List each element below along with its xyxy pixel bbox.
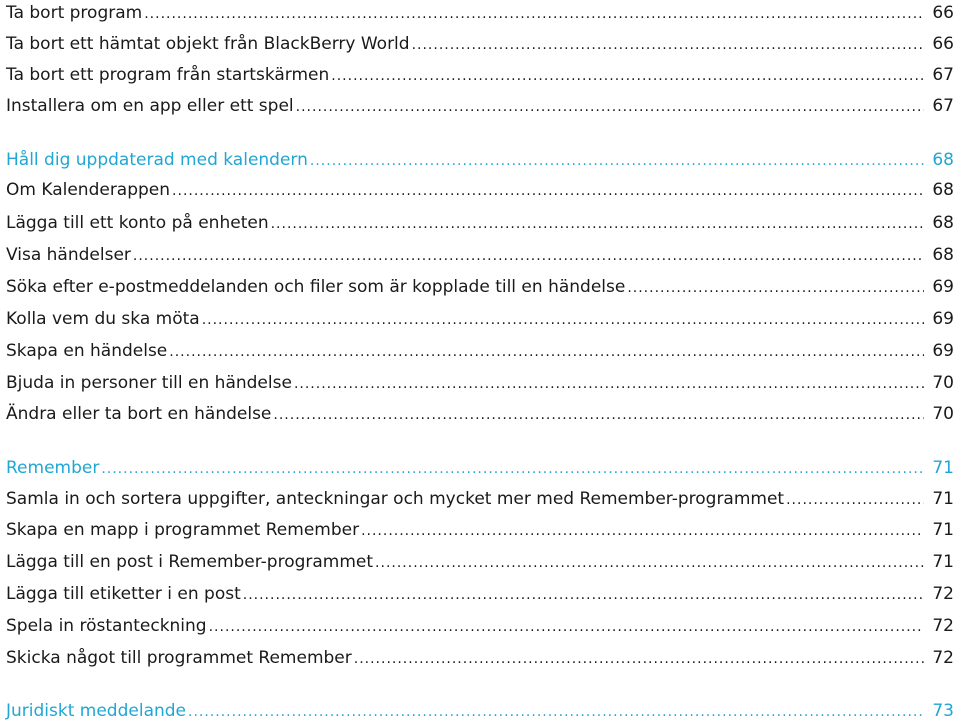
dot-leader [243,582,924,608]
toc-entry[interactable] [6,645,954,671]
toc-section-heading[interactable] [6,698,954,724]
toc-entry-page: 69 [932,309,954,329]
dot-leader [209,614,924,640]
toc-entry-title: Samla in och sortera uppgifter, anteckningar och mycket mer med Remember-programmet [6,489,785,509]
toc-entry[interactable] [6,306,954,332]
toc-section-heading[interactable] [6,147,954,173]
toc-entry[interactable] [6,177,954,203]
dot-leader [188,699,924,725]
toc-entry[interactable] [6,581,954,607]
toc-entry[interactable] [6,242,954,268]
toc-entry[interactable] [6,486,954,512]
toc-entry-page: 72 [932,648,954,668]
toc-entry-page: 67 [932,96,954,116]
toc-entry-title: Skapa en händelse [6,341,168,361]
toc-entry-title: Lägga till en post i Remember-programmet [6,552,374,572]
toc-entry-title: Lägga till ett konto på enheten [6,213,269,233]
toc-entry[interactable] [6,274,954,300]
dot-leader [361,518,924,544]
dot-leader [310,148,924,174]
toc-entry-page: 68 [932,180,954,200]
toc-entry-page: 70 [932,404,954,424]
dot-leader [786,487,924,513]
toc-entry-page: 72 [932,584,954,604]
toc-entry[interactable] [6,613,954,639]
dot-leader [133,243,924,269]
toc-entry-page: 71 [932,489,954,509]
toc-entry[interactable] [6,401,954,427]
toc-entry[interactable] [6,370,954,396]
toc-entry-title: Om Kalenderappen [6,180,171,200]
toc-entry[interactable] [6,338,954,364]
toc-entry-page: 73 [932,701,954,721]
toc-entry-page: 66 [932,3,954,23]
dot-leader [296,94,924,120]
toc-entry-title: Lägga till etiketter i en post [6,584,241,604]
toc-entry-title: Skapa en mapp i programmet Remember [6,520,360,540]
toc-entry[interactable] [6,93,954,119]
toc-entry-title: Ändra eller ta bort en händelse [6,404,272,424]
toc-entry-title: Ta bort ett program från startskärmen [6,65,330,85]
toc-entry-title: Visa händelser [6,245,131,265]
toc-entry-page: 70 [932,373,954,393]
toc-entry-page: 69 [932,277,954,297]
dot-leader [169,339,924,365]
dot-leader [294,371,924,397]
toc-entry-page: 71 [932,458,954,478]
toc-entry[interactable] [6,517,954,543]
toc-entry[interactable] [6,210,954,236]
toc-entry-page: 71 [932,552,954,572]
toc-entry-page: 68 [932,213,954,233]
dot-leader [331,63,924,89]
dot-leader [412,32,924,58]
toc-entry-page: 66 [932,34,954,54]
toc-entry-title: Ta bort program [6,3,143,23]
dot-leader [144,1,924,27]
toc-entry-title: Bjuda in personer till en händelse [6,373,292,393]
toc-entry-title: Skicka något till programmet Remember [6,648,352,668]
toc-entry[interactable] [6,0,954,26]
toc-entry-title: Ta bort ett hämtat objekt från BlackBerry World [6,34,410,54]
toc-entry-title: Spela in röstanteckning [6,616,207,636]
dot-leader [202,307,924,333]
toc-entry-page: 71 [932,520,954,540]
dot-leader [271,211,924,237]
toc-entry-page: 67 [932,65,954,85]
toc-entry-title: Installera om en app eller ett spel [6,96,294,116]
toc-entry-title: Remember [6,458,100,478]
dot-leader [273,402,924,428]
toc-entry[interactable] [6,62,954,88]
dot-leader [375,550,924,576]
toc-section-heading[interactable] [6,455,954,481]
dot-leader [354,646,924,672]
toc-entry-title: Håll dig uppdaterad med kalendern [6,150,308,170]
toc-entry-page: 69 [932,341,954,361]
toc-entry-title: Juridiskt meddelande [6,701,187,721]
dot-leader [101,456,924,482]
dot-leader [172,178,924,204]
dot-leader [627,275,924,301]
toc-entry-title: Söka efter e-postmeddelanden och filer som är kopplade till en händelse [6,277,626,297]
toc-entry-page: 72 [932,616,954,636]
toc-entry-page: 68 [932,150,954,170]
toc-entry[interactable] [6,549,954,575]
toc-entry-title: Kolla vem du ska möta [6,309,200,329]
toc-entry[interactable] [6,31,954,57]
toc-entry-page: 68 [932,245,954,265]
